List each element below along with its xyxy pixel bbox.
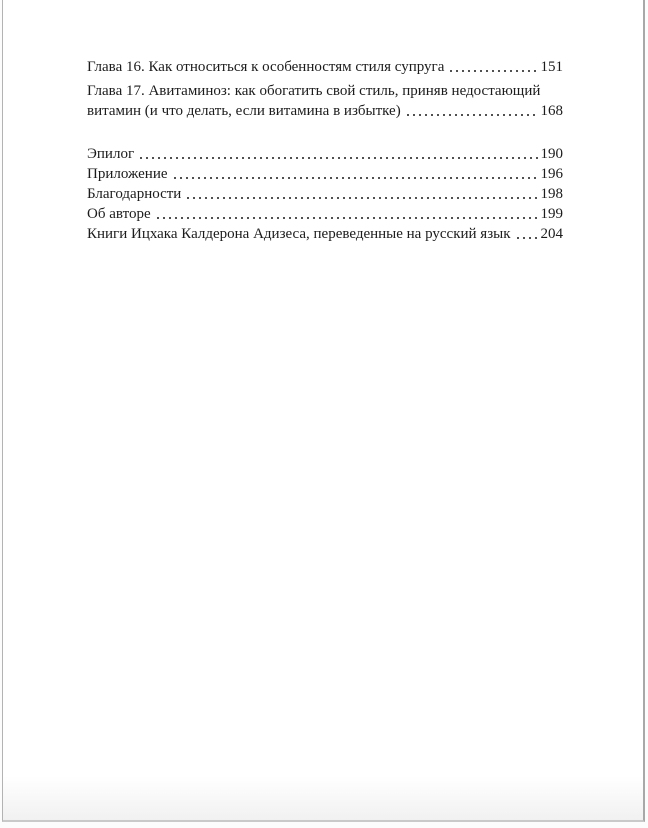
toc-entry-title: Приложение bbox=[87, 166, 168, 182]
toc-entry bbox=[87, 224, 563, 244]
table-of-contents bbox=[87, 57, 563, 244]
toc-entry-title: Глава 16. Как относиться к особенностям стиля супруга bbox=[87, 59, 445, 75]
book-page bbox=[2, 0, 645, 822]
toc-entry-title: Благодарности bbox=[87, 186, 182, 202]
dot-leader bbox=[448, 57, 537, 77]
toc-entry bbox=[87, 164, 563, 184]
toc-entry-title: Эпилог bbox=[87, 146, 135, 162]
dot-leader bbox=[138, 144, 537, 164]
dot-leader bbox=[172, 164, 538, 184]
dot-leader bbox=[515, 224, 538, 244]
toc-entry-title-line1: Глава 17. Авитаминоз: как обогатить свой стиль, приняв недостающий bbox=[87, 83, 541, 99]
toc-entry bbox=[87, 57, 563, 77]
toc-page-number: 204 bbox=[540, 226, 563, 242]
toc-entry-title-line2: витамин (и что делать, если витамина в избытке) bbox=[87, 103, 401, 119]
dot-leader bbox=[155, 204, 538, 224]
toc-entry bbox=[87, 204, 563, 224]
toc-page-number: 198 bbox=[540, 186, 563, 202]
toc-back-matter-section bbox=[87, 144, 563, 244]
dot-leader bbox=[185, 184, 537, 204]
toc-page-number: 190 bbox=[540, 146, 563, 162]
toc-page-number: 151 bbox=[540, 59, 563, 75]
dot-leader bbox=[405, 101, 538, 121]
toc-entry-continuation bbox=[87, 101, 563, 121]
toc-entry-title: Книги Ицхака Калдерона Адизеса, переведенные на русский язык bbox=[87, 226, 511, 242]
toc-entry bbox=[87, 144, 563, 164]
toc-entry bbox=[87, 81, 563, 121]
toc-page-number: 199 bbox=[540, 206, 563, 222]
toc-entry bbox=[87, 184, 563, 204]
toc-page-number: 168 bbox=[540, 103, 563, 119]
toc-page-number: 196 bbox=[540, 166, 563, 182]
toc-entry-title: Об авторе bbox=[87, 206, 151, 222]
